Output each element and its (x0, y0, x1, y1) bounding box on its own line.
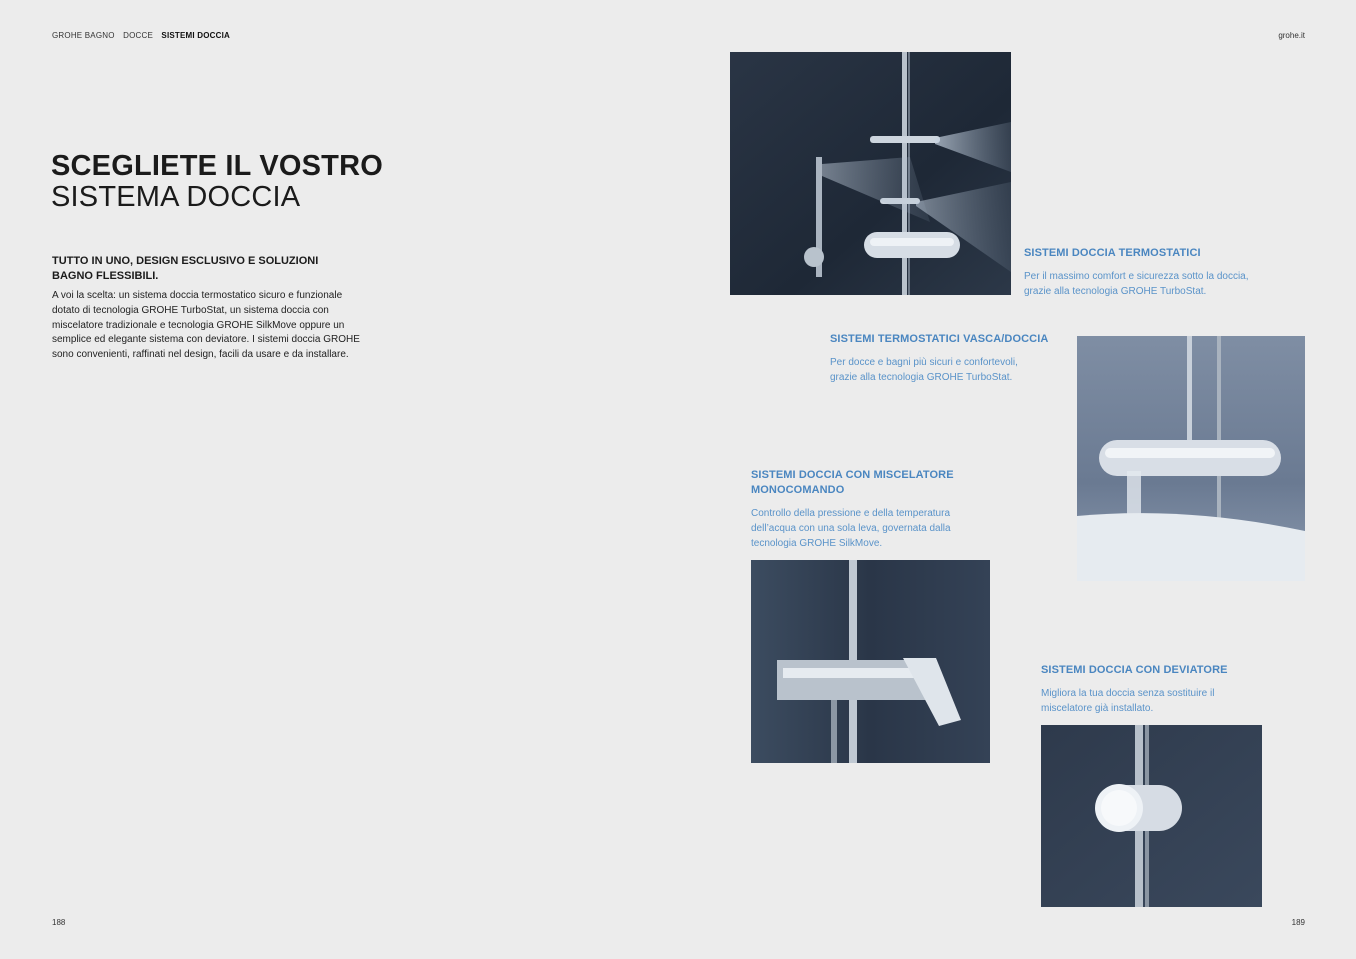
breadcrumb-item-docce[interactable]: DOCCE (123, 31, 153, 40)
page-title-light: SISTEMA DOCCIA (51, 181, 301, 213)
section-text-single-lever: Controllo della pressione e della temperatura dell’acqua con una sola leva, governata dalla tecnologia GROHE SilkMove. (751, 508, 951, 549)
site-url[interactable]: grohe.it (1278, 31, 1305, 40)
photo-diverter-system (1041, 725, 1262, 907)
breadcrumb (52, 31, 236, 40)
photo-bath-shower-thermostat (1077, 336, 1305, 581)
page-title-bold: SCEGLIETE IL VOSTRO (51, 150, 383, 182)
section-title-bath-shower: SISTEMI TERMOSTATICI VASCA/DOCCIA (830, 333, 1049, 345)
section-title-single-lever: SISTEMI DOCCIA CON MISCELATORE MONOCOMANDO (751, 469, 954, 496)
section-text-diverter: Migliora la tua doccia senza sostituire il miscelatore già installato. (1041, 688, 1215, 714)
page-number-left: 188 (52, 918, 66, 927)
page-number-right: 189 (1291, 918, 1305, 927)
photo-single-lever-mixer (751, 560, 990, 763)
intro-body-text: A voi la scelta: un sistema doccia termostatico sicuro e funzionale dotato di tecnologia GROHE TurboStat, un sistema doccia con miscelatore tradizionale e tecnologia GROHE SilkMove oppure un semplice ed elegante sistema con deviatore. I sistemi doccia GROHE sono convenienti, raffinati nel design, facili da usare e da installare. (52, 290, 360, 361)
section-title-thermostatic: SISTEMI DOCCIA TERMOSTATICI (1024, 247, 1201, 259)
breadcrumb-item-bagno[interactable]: GROHE BAGNO (52, 31, 115, 40)
section-title-diverter: SISTEMI DOCCIA CON DEVIATORE (1041, 664, 1228, 676)
section-text-bath-shower: Per docce e bagni più sicuri e confortevoli, grazie alla tecnologia GROHE TurboStat. (830, 357, 1018, 383)
breadcrumb-item-sistemi-doccia: SISTEMI DOCCIA (161, 31, 231, 40)
intro-subheading: TUTTO IN UNO, DESIGN ESCLUSIVO E SOLUZIONI BAGNO FLESSIBILI. (52, 255, 319, 282)
photo-thermostatic-shower (730, 52, 1011, 295)
section-text-thermostatic: Per il massimo comfort e sicurezza sotto la doccia, grazie alla tecnologia GROHE TurboStat. (1024, 271, 1249, 297)
